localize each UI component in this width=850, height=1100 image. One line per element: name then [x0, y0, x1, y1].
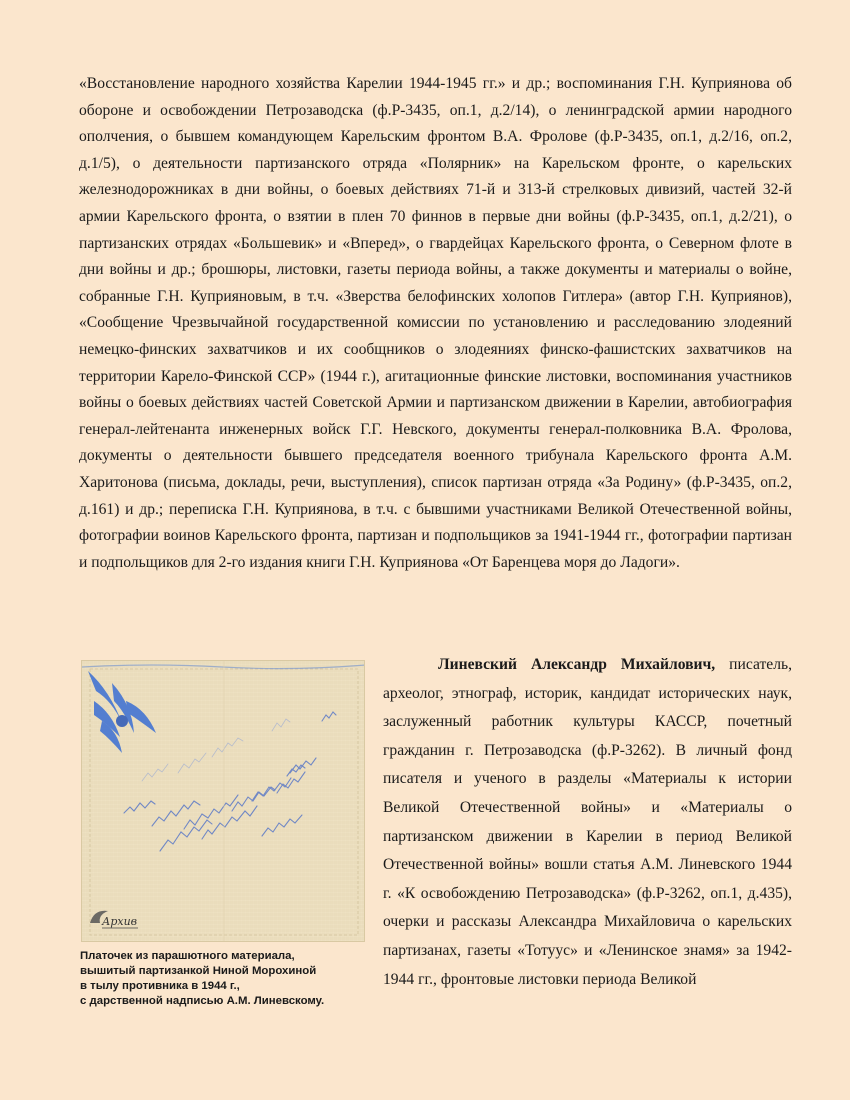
svg-text:Архив: Архив [102, 915, 138, 928]
caption-line: в тылу противника в 1944 г., [80, 980, 240, 992]
linevsky-description: писатель, археолог, этнограф, историк, кандидат исторических наук, заслуженный работник культуры КАССР, почетный гражданин г. Петрозаводска (ф.Р-3262). В личный фонд писателя и ученого в разделы «Материалы к истории Великой Отечественной войны» и «Материалы о партизанском движении в Карелии в период Великой Отечественной войны» вошли статья А.М. Линевского 1944 г. «К освобождению Петрозаводска» (ф.Р-3262, оп.1, д.435), очерки и рассказы Александра Михайловича о карельских партизанах, газеты «Тотуус» и «Ленинское знамя» за 1942-1944 гг., фронтовые листовки периода Великой [383, 656, 792, 988]
caption-line: вышитый партизанкой Ниной Морохиной [80, 965, 317, 977]
caption-line: с дарственной надписью А.М. Линевскому. [80, 995, 325, 1007]
figure-caption [80, 949, 380, 1009]
caption-line: Платочек из парашютного материала, [80, 950, 295, 962]
handkerchief-photo [81, 660, 365, 942]
body-paragraph: «Восстановление народного хозяйства Карелии 1944-1945 гг.» и др.; воспоминания Г.Н. Куприянова об обороне и освобождении Петрозаводска (ф.Р-3435, оп.1, д.2/14), о ленинградской армии народного ополчения, о бывшем командующем Карельским фронтом В.А. Фролове (ф.Р-3435, оп.1, д.2/16, оп.2, д.1/5), о деятельности партизанского отряда «Полярник» на Карельском фронте, о карельских железнодорожниках в дни войны, о боевых действиях 71-й и 313-й стрелковых дивизий, частей 32-й армии Карельского фронта, о взятии в плен 70 финнов в первые дни войны (ф.Р-3435, оп.1, д.2/21), о партизанских отрядах «Большевик» и «Вперед», о гвардейцах Карельского фронта, о Северном флоте в дни войны и др.; брошюры, листовки, газеты периода войны, а также документы и материалы о войне, собранные Г.Н. Куприяновым, в т.ч. «Зверства белофинских холопов Гитлера» (автор Г.Н. Куприянов), «Сообщение Чрезвычайной государственной комиссии по установлению и расследованию злодеяний немецко-финских захватчиков и их сообщников о злодеяниях финско-фашистских захватчиков на территории Карело-Финской ССР» (1944 г.), агитационные финские листовки, воспоминания участников войны о боевых действиях частей Советской Армии и партизанском движении в Карелии, автобиография генерал-лейтенанта инженерных войск Г.Г. Невского, документы генерал-полковника В.А. Фролова, документы о деятельности бывшего председателя военного трибунала Карельского фронта А.М. Харитонова (письма, доклады, речи, выступления), список партизан отряда «За Родину» (ф.Р-3435, оп.2, д.161) и др.; переписка Г.Н. Куприянова, в т.ч. с бывшими участниками Великой Отечественной войны, фотографии воинов Карельского фронта, партизан и подпольщиков за 1941-1944 гг., фотографии партизан и подпольщиков для 2-го издания книги Г.Н. Куприянова «От Баренцева моря до Ладоги». [79, 75, 792, 571]
linevsky-paragraph [383, 651, 792, 994]
person-name: Линевский Александр Михайлович, [438, 656, 716, 673]
